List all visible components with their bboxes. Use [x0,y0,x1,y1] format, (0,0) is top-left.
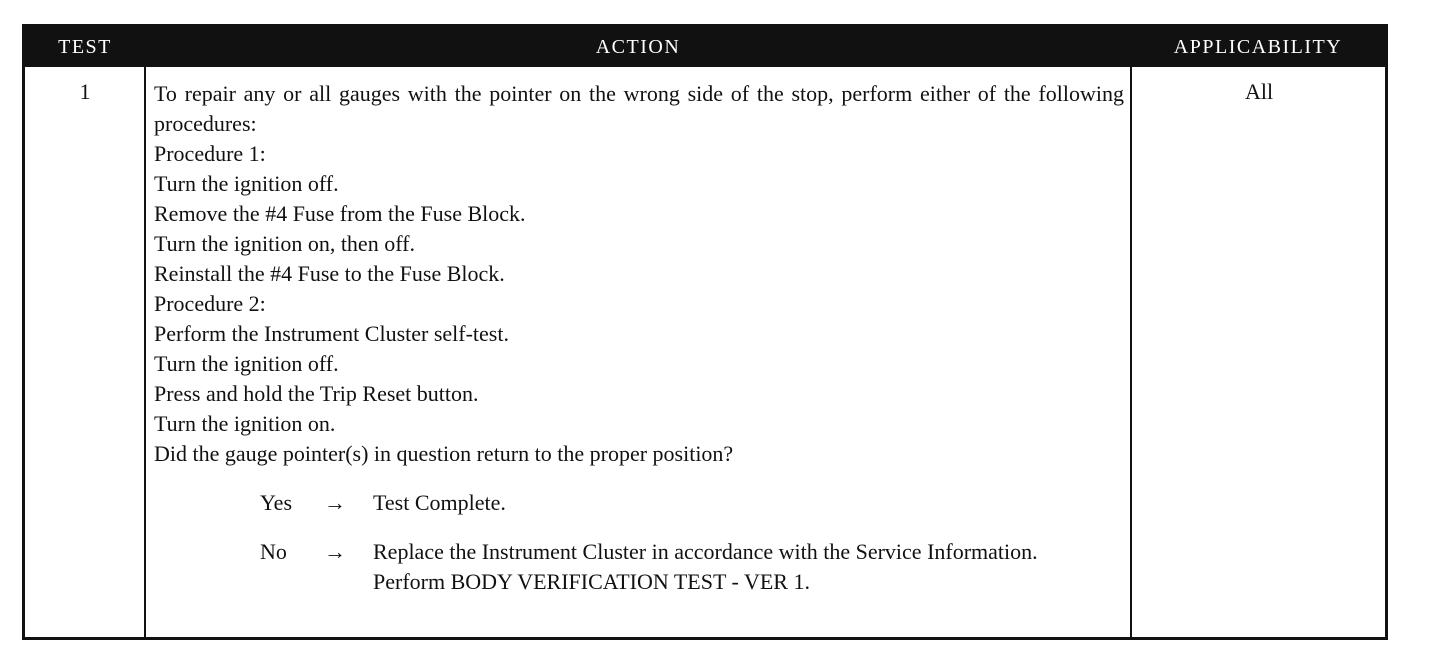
header-test: TEST [58,36,112,58]
no-outcome [154,537,1124,597]
step-line: Turn the ignition on. [154,411,336,436]
column-divider [144,67,146,637]
action-cell [154,79,1124,597]
step-line: Turn the ignition off. [154,351,339,376]
action-intro: To repair any or all gauges with the pointer on the wrong side of the stop, perform either of the following procedures: [154,81,1124,136]
test-number: 1 [79,79,91,104]
table-row [25,67,1385,637]
step-line: Turn the ignition off. [154,171,339,196]
right-arrow-icon: → [324,490,346,515]
header-action: ACTION [595,36,681,58]
header-applicability: APPLICABILITY [1173,36,1343,58]
diagnostic-table [22,24,1388,640]
step-line: Turn the ignition on, then off. [154,231,415,256]
table-header [25,27,1385,67]
step-line: Perform the Instrument Cluster self-test. [154,321,509,346]
step-line: Procedure 2: [154,291,266,316]
yes-label: Yes [260,490,293,515]
step-line: Press and hold the Trip Reset button. [154,381,479,406]
applicability-value: All [1244,79,1274,104]
no-followup: Perform BODY VERIFICATION TEST - VER 1. [373,569,810,594]
yes-result: Test Complete. [373,490,506,515]
column-divider [1130,67,1132,637]
step-line: Procedure 1: [154,141,266,166]
no-result: Replace the Instrument Cluster in accordance with the Service Information. [373,539,1038,564]
step-line: Remove the #4 Fuse from the Fuse Block. [154,201,526,226]
step-line: Reinstall the #4 Fuse to the Fuse Block. [154,261,505,286]
yes-outcome [154,488,1124,518]
right-arrow-icon: → [324,539,346,564]
question-line: Did the gauge pointer(s) in question return to the proper position? [154,441,734,466]
no-label: No [260,539,287,564]
